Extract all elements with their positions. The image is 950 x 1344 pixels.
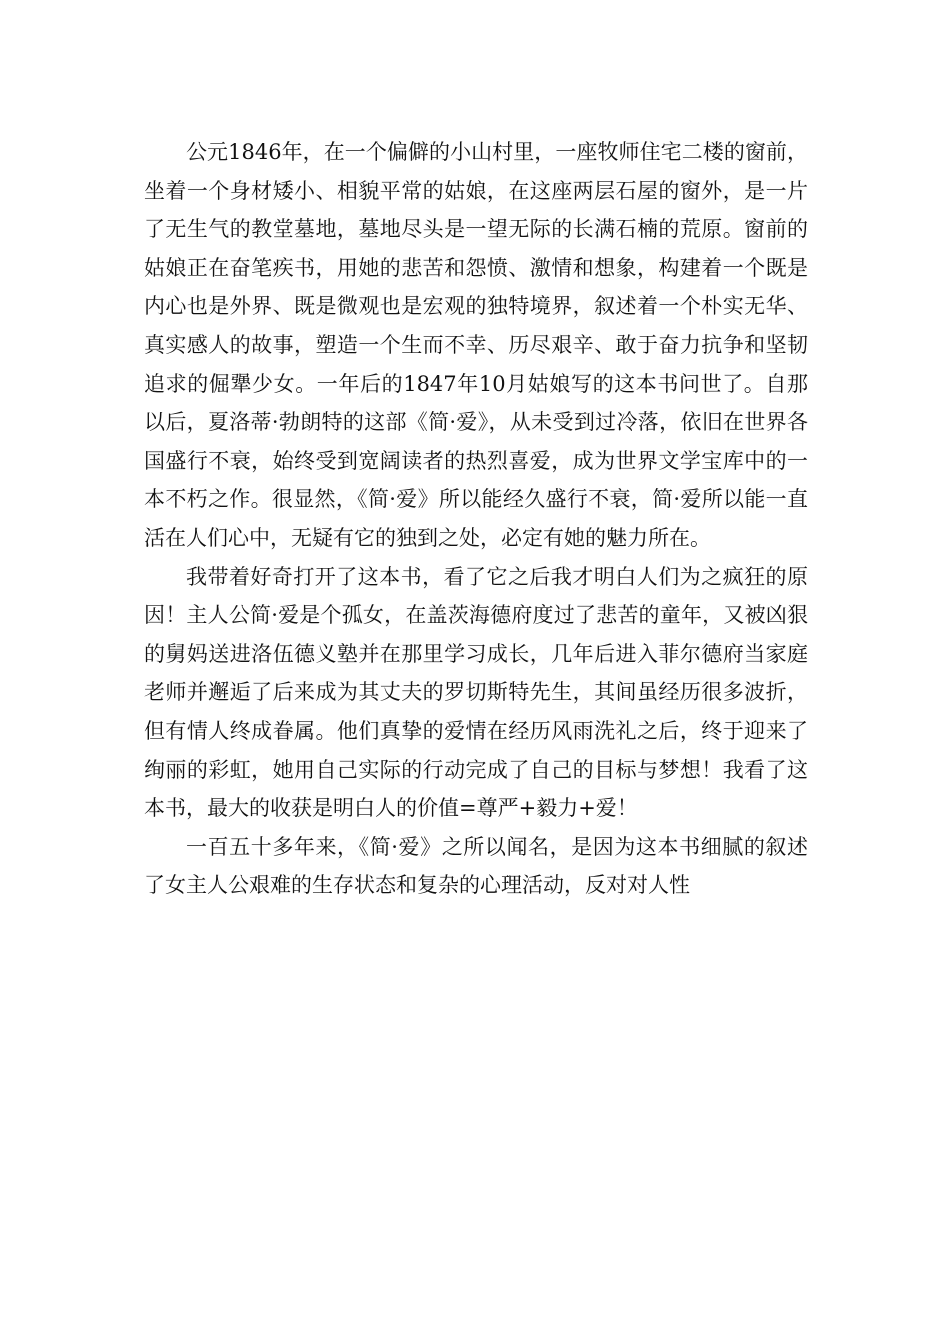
paragraph-1: 公元1846年，在一个偏僻的小山村里，一座牧师住宅二楼的窗前，坐着一个身材矮小、相貌平常的姑娘，在这座两层石屋的窗外，是一片了无生气的教堂墓地，墓地尽头是一望无际的长满石楠的荒原。窗前的姑娘正在奋笔疾书，用她的悲苦和怨愤、激情和想象，构建着一个既是内心也是外界、既是微观也是宏观的独特境界，叙述着一个朴实无华、真实感人的故事，塑造一个生而不幸、历尽艰辛、敢于奋力抗争和坚韧追求的倔犟少女。一年后的1847年10月姑娘写的这本书问世了。自那以后，夏洛蒂·勃朗特的这部《简·爱》，从未受到过冷落，依旧在世界各国盛行不衰，始终受到宽阔读者的热烈喜爱，成为世界文学宝库中的一本不朽之作。很显然，《简·爱》所以能经久盛行不衰，简·爱所以能一直活在人们心中，无疑有它的独到之处，必定有她的魅力所在。 (144, 140, 808, 550)
document-body (144, 133, 808, 905)
paragraph-2: 我带着好奇打开了这本书，看了它之后我才明白人们为之疯狂的原因！主人公简·爱是个孤女，在盖茨海德府度过了悲苦的童年，又被凶狠的舅妈送进洛伍德义塾并在那里学习成长，几年后进入菲尔德府当家庭老师并邂逅了后来成为其丈夫的罗切斯特先生，其间虽经历很多波折，但有情人终成眷属。他们真挚的爱情在经历风雨洗礼之后，终于迎来了绚丽的彩虹，她用自己实际的行动完成了自己的目标与梦想！我看了这本书，最大的收获是明白人的价值=尊严+毅力+爱！ (144, 564, 808, 821)
paragraph-3: 一百五十多年来，《简·爱》之所以闻名，是因为这本书细腻的叙述了女主人公艰难的生存状态和复杂的心理活动，反对对人性 (144, 834, 808, 898)
